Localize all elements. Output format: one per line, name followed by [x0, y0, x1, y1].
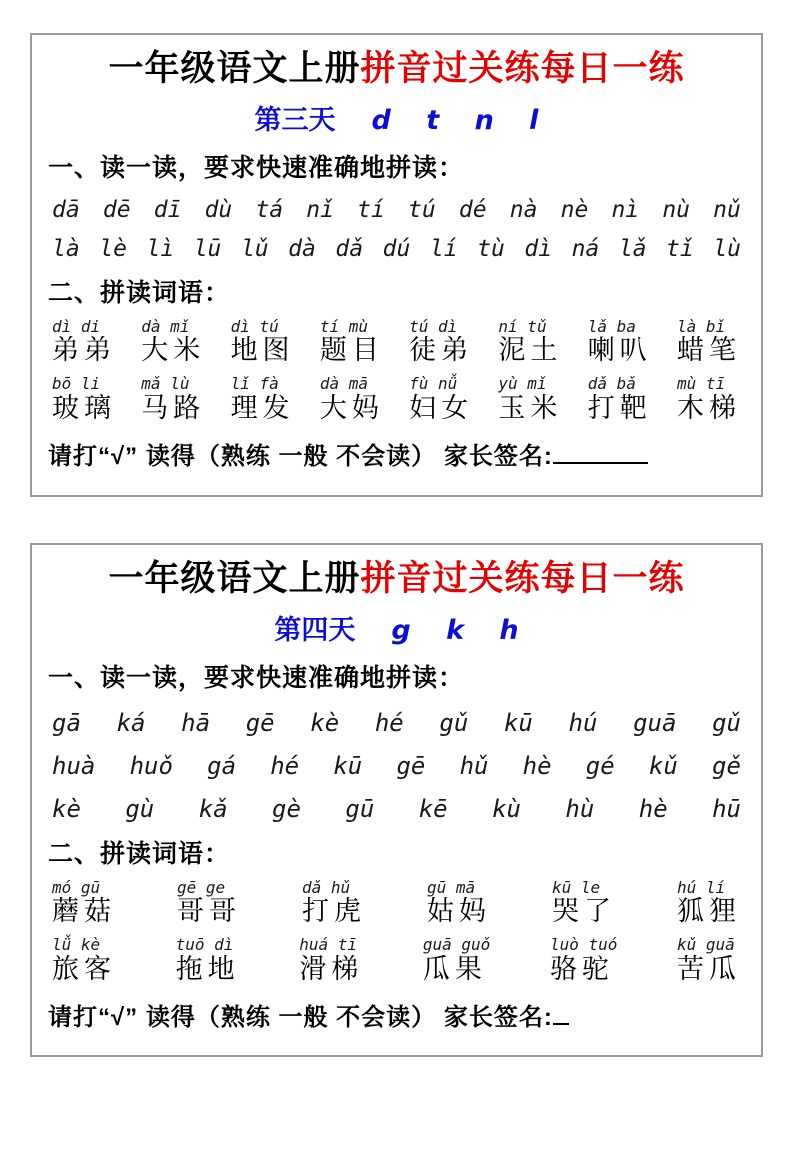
pinyin-syllable: hé	[270, 751, 300, 780]
day-label: 第四天	[274, 614, 356, 645]
word-hanzi: 弟弟	[52, 335, 116, 366]
word-pinyin: dǎ bǎ	[587, 374, 636, 394]
word-hanzi: 大妈	[319, 392, 384, 423]
word-item	[320, 318, 384, 367]
pinyin-syllable: gá	[207, 751, 237, 780]
word-hanzi: 打虎	[302, 896, 366, 927]
word-pinyin: dà mǐ	[141, 316, 190, 336]
word-item	[177, 879, 241, 928]
word-pinyin: mó gū	[52, 877, 101, 897]
pinyin-syllable: hé	[374, 708, 404, 737]
pinyin-syllable: dì	[524, 235, 553, 262]
word-hanzi: 题目	[319, 335, 384, 366]
word-pinyin: ní tǔ	[498, 316, 547, 336]
word-item	[677, 879, 741, 928]
word-pinyin: fù nǚ	[409, 374, 458, 394]
word-item	[231, 318, 295, 367]
pinyin-syllable: nì	[611, 196, 640, 223]
word-pinyin: mù tī	[676, 374, 726, 394]
pinyin-syllable: gě	[712, 751, 741, 780]
word-hanzi: 大米	[141, 335, 206, 366]
pinyin-syllable: lí	[429, 235, 458, 262]
title-red-part: 拼音过关练每日一练	[360, 559, 685, 598]
pinyin-syllable: kè	[52, 794, 81, 823]
word-hanzi: 妇女	[409, 392, 474, 423]
footer-text: 请打“√” 读得（熟练 一般 不会读） 家长签名:	[48, 443, 553, 471]
word-pinyin: là bǐ	[676, 316, 726, 336]
pinyin-syllable: nà	[509, 196, 538, 223]
word-hanzi: 木梯	[676, 392, 741, 423]
pinyin-syllable: gē	[396, 751, 426, 780]
word-pinyin: huá tī	[299, 935, 358, 955]
word-item	[409, 318, 473, 367]
pinyin-syllable: lǎ	[618, 235, 647, 262]
pinyin-syllable: gǔ	[712, 708, 741, 737]
pinyin-syllable: kū	[503, 708, 533, 737]
word-pinyin: gū mā	[427, 877, 476, 897]
worksheet-title	[48, 557, 745, 601]
pinyin-syllable: gù	[125, 794, 155, 823]
word-hanzi: 旅客	[52, 953, 116, 984]
section2-heading: 二、拼读词语：	[48, 839, 231, 868]
pinyin-syllable: hú	[568, 708, 598, 737]
word-row	[48, 318, 745, 367]
word-item	[141, 318, 205, 367]
word-hanzi: 瓜果	[422, 953, 487, 984]
pinyin-row	[48, 236, 745, 262]
word-item	[427, 879, 491, 928]
pinyin-syllable: guā	[633, 708, 677, 737]
word-item	[231, 375, 295, 424]
word-pinyin: tú dì	[409, 316, 458, 336]
worksheet-day4	[30, 543, 763, 1057]
word-item	[677, 318, 741, 367]
signature-line	[553, 440, 648, 464]
word-hanzi: 玉米	[498, 392, 563, 423]
word-pinyin: kū le	[552, 877, 601, 897]
pinyin-syllable: dà	[288, 235, 316, 262]
pinyin-syllable: lè	[99, 235, 127, 262]
word-hanzi: 哭了	[552, 896, 616, 927]
pinyin-syllable: hā	[181, 708, 211, 737]
word-hanzi: 泥土	[498, 335, 563, 366]
word-item	[550, 936, 617, 985]
word-hanzi: 滑梯	[299, 953, 364, 984]
pinyin-syllable: kǔ	[648, 751, 678, 780]
pinyin-syllable: tù	[477, 235, 505, 262]
word-pinyin: tuō dì	[175, 935, 234, 955]
pinyin-syllable: hè	[522, 751, 552, 780]
word-hanzi: 马路	[141, 392, 206, 423]
pinyin-syllable: dē	[102, 196, 131, 223]
word-hanzi: 地图	[230, 335, 295, 366]
pinyin-syllable: gā	[52, 708, 81, 737]
pinyin-syllable: hè	[638, 794, 668, 823]
word-pinyin: mǎ lù	[141, 374, 190, 394]
pinyin-syllable: tú	[408, 196, 436, 223]
word-hanzi: 拖地	[175, 953, 240, 984]
word-hanzi: 喇叭	[587, 335, 652, 366]
word-item	[176, 936, 240, 985]
pinyin-syllable: ná	[571, 235, 600, 262]
pinyin-syllable: gé	[585, 751, 615, 780]
word-pinyin: dà mā	[319, 374, 369, 394]
pinyin-syllable: lǔ	[240, 235, 269, 262]
pinyin-syllable: dī	[153, 196, 182, 223]
pinyin-row	[48, 197, 745, 223]
word-pinyin: hú lí	[677, 877, 726, 897]
word-hanzi: 哥哥	[177, 896, 241, 927]
pinyin-syllable: dé	[458, 196, 487, 223]
title-black-part: 一年级语文上册	[108, 559, 361, 598]
word-item	[320, 375, 384, 424]
word-item	[588, 318, 652, 367]
word-hanzi: 打靶	[587, 392, 652, 423]
word-item	[552, 879, 616, 928]
word-item	[677, 375, 741, 424]
pinyin-syllable: dú	[382, 235, 411, 262]
title-red-part: 拼音过关练每日一练	[360, 49, 685, 88]
word-pinyin: luò tuó	[549, 935, 618, 955]
pinyin-syllable: huà	[52, 751, 96, 780]
pinyin-syllable: gē	[245, 708, 275, 737]
worksheet-day3	[30, 33, 763, 497]
word-pinyin: lǎ ba	[587, 316, 636, 336]
pinyin-syllable: nǔ	[713, 196, 741, 223]
pinyin-syllable: kù	[492, 794, 521, 823]
footer-line	[48, 997, 745, 1032]
pinyin-syllable: tǐ	[666, 235, 694, 262]
word-item	[498, 318, 562, 367]
word-row	[48, 375, 745, 424]
word-hanzi: 苦瓜	[677, 953, 741, 984]
word-row	[48, 936, 745, 985]
word-item	[409, 375, 473, 424]
pinyin-syllable: gè	[272, 794, 301, 823]
word-item	[141, 375, 205, 424]
word-hanzi: 狐狸	[677, 896, 741, 927]
day-label: 第三天	[254, 104, 336, 135]
pinyin-syllable: kǎ	[198, 794, 228, 823]
word-item	[52, 879, 116, 928]
word-pinyin: dì di	[52, 316, 101, 336]
pinyin-syllable: tí	[357, 196, 385, 223]
word-hanzi: 骆驼	[549, 953, 614, 984]
word-pinyin: bō li	[52, 374, 101, 394]
word-hanzi: 玻璃	[52, 392, 116, 423]
pinyin-syllable: ká	[116, 708, 146, 737]
pinyin-syllable: hǔ	[459, 751, 489, 780]
pinyin-syllable: dù	[204, 196, 233, 223]
word-item	[52, 375, 116, 424]
word-pinyin: yù mǐ	[498, 374, 547, 394]
pinyin-syllable: tá	[255, 196, 284, 223]
word-hanzi: 理发	[230, 392, 295, 423]
word-row	[48, 879, 745, 928]
word-item	[52, 318, 116, 367]
word-pinyin: dǎ hǔ	[302, 877, 351, 897]
pinyin-syllable: dā	[52, 196, 80, 223]
word-pinyin: guā guǒ	[422, 935, 491, 955]
pinyin-syllable: gǔ	[439, 708, 469, 737]
title-black-part: 一年级语文上册	[108, 49, 361, 88]
word-pinyin: lǐ fà	[230, 374, 279, 394]
day-letters: d t n l	[371, 104, 539, 136]
word-pinyin: tí mù	[319, 316, 369, 336]
word-pinyin: dì tú	[230, 316, 279, 336]
pinyin-syllable: lū	[193, 235, 222, 262]
pinyin-syllable: nù	[662, 196, 691, 223]
word-item	[498, 375, 562, 424]
pinyin-syllable: nǐ	[306, 196, 334, 223]
signature-line	[553, 1001, 569, 1025]
word-hanzi: 姑妈	[427, 896, 491, 927]
word-hanzi: 徒弟	[409, 335, 474, 366]
word-pinyin: gē ge	[177, 877, 226, 897]
pinyin-row	[48, 752, 745, 780]
footer-text: 请打“√” 读得（熟练 一般 不会读） 家长签名:	[48, 1004, 553, 1032]
pinyin-syllable: hū	[712, 794, 741, 823]
word-pinyin: lǚ kè	[52, 935, 101, 955]
day-letters: g k h	[391, 614, 519, 646]
word-item	[588, 375, 652, 424]
pinyin-row	[48, 709, 745, 737]
word-item	[677, 936, 741, 985]
word-item	[299, 936, 363, 985]
pinyin-syllable: kū	[333, 751, 363, 780]
day-heading	[48, 98, 745, 137]
pinyin-syllable: huǒ	[129, 751, 173, 780]
pinyin-syllable: là	[52, 235, 80, 262]
pinyin-row	[48, 795, 745, 823]
pinyin-syllable: kē	[418, 794, 448, 823]
pinyin-syllable: lù	[713, 235, 741, 262]
word-pinyin: kǔ guā	[677, 935, 735, 955]
section1-heading: 一、读一读，要求快速准确地拼读：	[48, 663, 465, 692]
pinyin-syllable: hù	[565, 794, 595, 823]
pinyin-syllable: nè	[560, 196, 589, 223]
pinyin-syllable: lì	[146, 235, 175, 262]
pinyin-syllable: gū	[345, 794, 375, 823]
word-item	[423, 936, 490, 985]
footer-line	[48, 436, 745, 471]
word-hanzi: 蘑菇	[52, 896, 116, 927]
pinyin-syllable: kè	[310, 708, 340, 737]
section1-heading: 一、读一读，要求快速准确地拼读：	[48, 153, 465, 182]
word-item	[52, 936, 116, 985]
word-item	[302, 879, 366, 928]
day-heading	[48, 608, 745, 647]
pinyin-syllable: dǎ	[335, 235, 364, 262]
worksheet-title	[48, 47, 745, 91]
section2-heading: 二、拼读词语：	[48, 278, 231, 307]
word-hanzi: 蜡笔	[676, 335, 741, 366]
